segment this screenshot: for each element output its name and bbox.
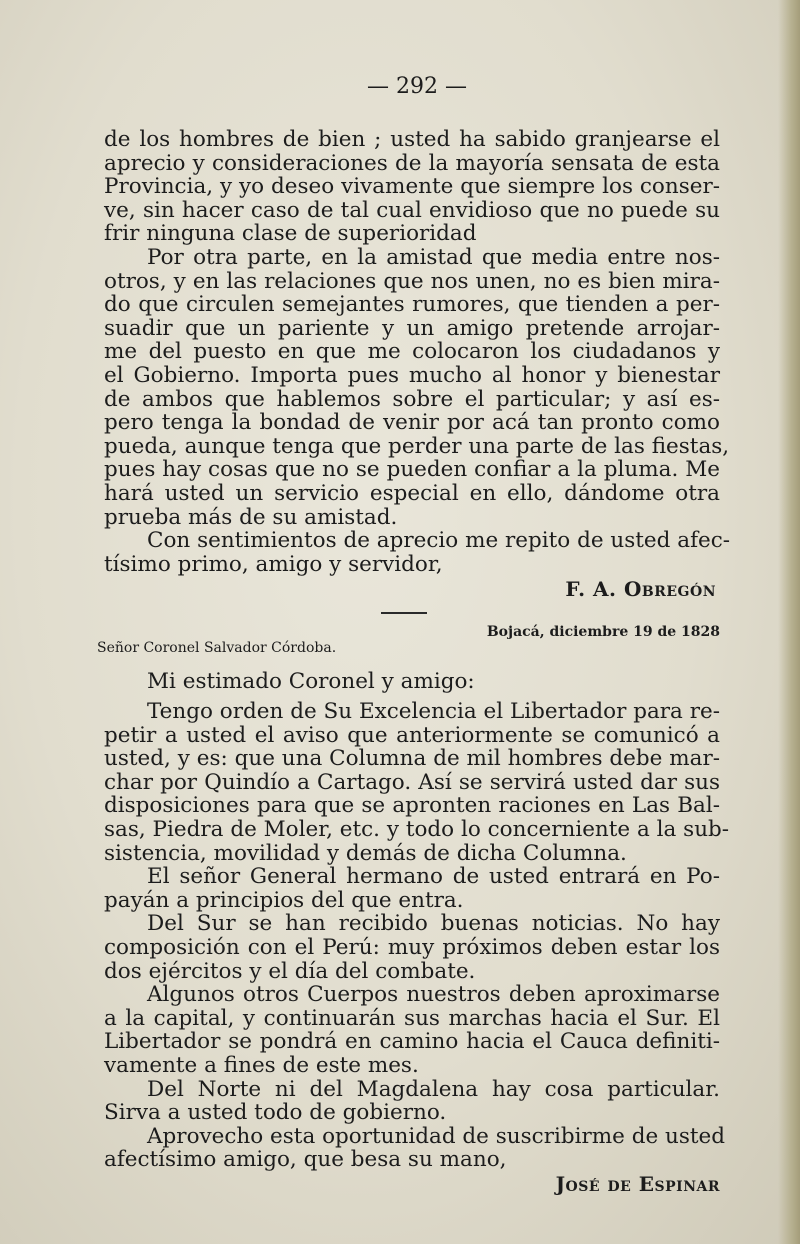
letter2-line: dos ejércitos y el día del combate. <box>104 958 476 984</box>
page-edge-shadow <box>778 0 800 1244</box>
section-divider <box>381 612 427 614</box>
letter1-line: prueba más de su amistad. <box>104 504 398 530</box>
letter1-line: hará usted un servicio especial en ello, dándome otra <box>104 481 720 506</box>
letter2-line: composición con el Perú: muy próximos deben estar los <box>104 935 720 960</box>
letter2-line: Libertador se pondrá en camino hacia el Cauca definiti- <box>104 1029 720 1055</box>
letter1-line: de ambos que hablemos sobre el particular; y así es- <box>104 386 720 412</box>
letter2-line: a la capital, y continuarán sus marchas hacia el Sur. El <box>104 1005 720 1031</box>
letter1-signature: F. A. Obregón <box>565 577 716 601</box>
letter1-line: pues hay cosas que no se pueden confiar a la pluma. Me <box>104 457 720 483</box>
letter1-line: otros, y en las relaciones que nos unen, no es bien mira- <box>104 268 720 294</box>
letter2-addressee: Señor Coronel Salvador Córdoba. <box>97 640 337 656</box>
letter2-line: Aprovecho esta oportunidad de suscribirme de usted <box>147 1123 726 1149</box>
letter2-place-date: Bojacá, diciembre 19 de 1828 <box>486 624 720 640</box>
letter2-line: Sirva a usted todo de gobierno. <box>104 1100 447 1126</box>
letter1-line: suadir que un pariente y un amigo pretende arrojar- <box>104 315 720 341</box>
letter2-line: Del Sur se han recibido buenas noticias. No hay <box>147 911 720 937</box>
letter1-line: pero tenga la bondad de venir por acá tan pronto como <box>104 410 720 436</box>
letter1-line: pueda, aunque tenga que perder una parte de las fiestas, <box>104 433 730 459</box>
letter1-line: ve, sin hacer caso de tal cual envidioso que no puede su <box>104 197 720 223</box>
letter1-line: aprecio y consideraciones de la mayoría sensata de esta <box>104 150 720 176</box>
letter1-line: do que circulen semejantes rumores, que tienden a per- <box>104 292 720 318</box>
letter1-line: tísimo primo, amigo y servidor, <box>104 551 443 577</box>
letter2-line: Del Norte ni del Magdalena hay cosa particular. <box>147 1076 720 1102</box>
letter2-line: afectísimo amigo, que besa su mano, <box>104 1147 507 1173</box>
letter2-line: payán a principios del que entra. <box>104 887 464 913</box>
letter2-line: sistencia, movilidad y demás de dicha Columna. <box>104 840 627 866</box>
letter2-line: vamente a fines de este mes. <box>104 1053 419 1078</box>
letter1-line: me del puesto en que me colocaron los ciudadanos y <box>104 339 720 365</box>
letter2-line: El señor General hermano de usted entrará en Po- <box>147 864 720 890</box>
letter1-line: Provincia, y yo deseo vivamente que siempre los conser- <box>104 174 720 200</box>
letter1-line: Por otra parte, en la amistad que media entre nos- <box>147 245 720 270</box>
letter2-line: Tengo orden de Su Excelencia el Libertador para re- <box>147 699 720 724</box>
letter1-line: el Gobierno. Importa pues mucho al honor y bienestar <box>104 363 720 388</box>
letter2-line: petir a usted el aviso que anteriormente se comunicó a <box>104 722 720 748</box>
letter2-line: disposiciones para que se apronten raciones en Las Bal- <box>104 793 720 819</box>
letter1-line: frir ninguna clase de superioridad <box>104 221 477 247</box>
letter2-line: usted, y es: que una Columna de mil hombres debe mar- <box>104 746 720 772</box>
letter2-signature: José de Espinar <box>555 1172 720 1196</box>
letter2-line: Algunos otros Cuerpos nuestros deben aproximarse <box>147 982 720 1008</box>
letter1-line: de los hombres de bien ; usted ha sabido granjearse el <box>104 127 720 152</box>
letter2-line: char por Quindío a Cartago. Así se servirá usted dar sus <box>104 769 720 795</box>
letter1-line: Con sentimientos de aprecio me repito de usted afec- <box>147 528 731 554</box>
letter2-salutation: Mi estimado Coronel y amigo: <box>147 669 475 694</box>
letter2-line: sas, Piedra de Moler, etc. y todo lo concerniente a la sub- <box>104 817 730 842</box>
page-number: — 292 — <box>367 74 467 99</box>
